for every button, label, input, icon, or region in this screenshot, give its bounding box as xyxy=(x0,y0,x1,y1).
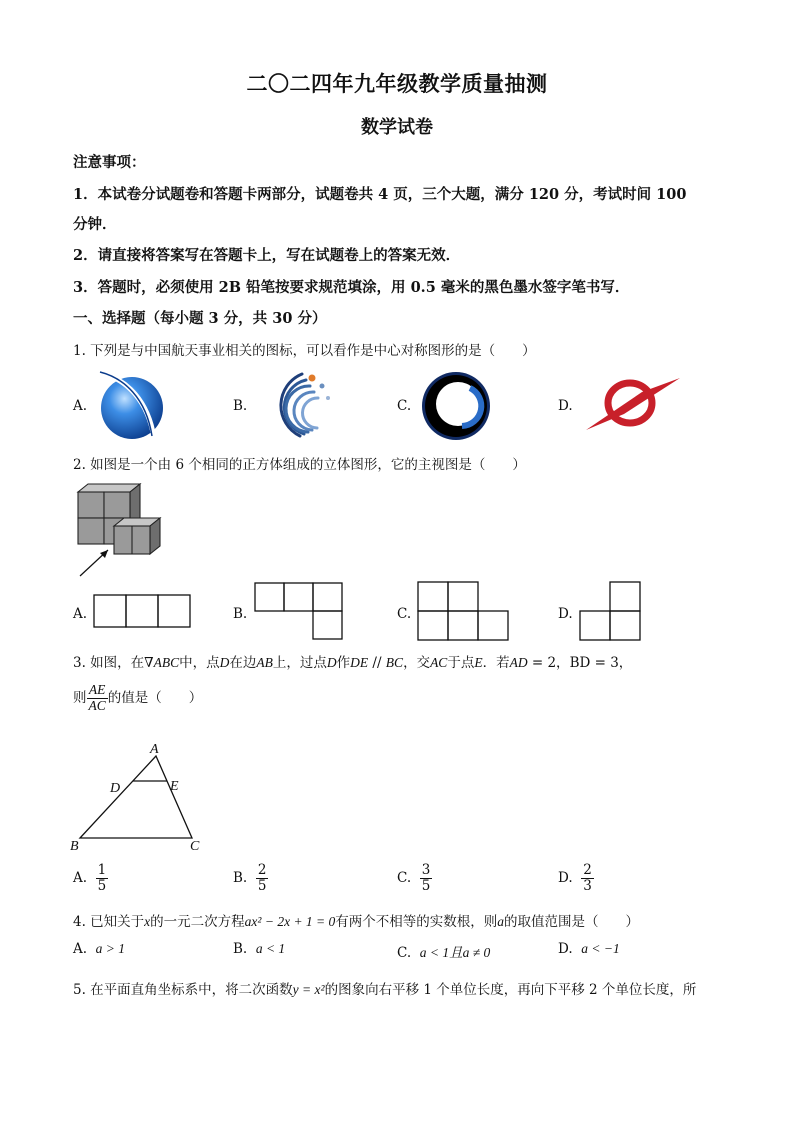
q2-option-b-figure xyxy=(254,582,344,640)
q2-option-d-figure xyxy=(579,581,641,641)
q4-option-a: A. a > 1 xyxy=(73,941,126,957)
q2-option-d-label: D. xyxy=(558,606,573,622)
q2-option-c-figure xyxy=(417,581,509,641)
swirl-arcs-logo-icon xyxy=(262,368,340,440)
triangle-figure xyxy=(70,742,210,854)
q1-option-a-label: A. xyxy=(73,398,88,414)
q2-option-c-label: C. xyxy=(397,606,412,622)
q4-option-b: B. a < 1 xyxy=(233,941,286,957)
q1-option-d-label: D. xyxy=(558,398,573,414)
question-3-stem-line1: 3. 如图，在∇ABC中，点D在边AB上，过点D作DE // BC，交AC于点E．若AD = 2，BD = 3， xyxy=(73,655,633,671)
note-item-1: 1．本试卷分试题卷和答题卡两部分，试题卷共 4 页，三个大题，满分 120 分，考试时间 100 xyxy=(73,186,687,203)
ratio-fraction: $\frac{AE}{AC}$ xyxy=(88,682,106,713)
q2-option-a-label: A. xyxy=(73,606,88,622)
point-e-label: E xyxy=(170,779,179,794)
note-item-3: 3．答题时，必须使用 2B 铅笔按要求规范填涂，用 0.5 毫米的黑色墨水签字笔书写． xyxy=(73,279,630,296)
page-subtitle: 数学试卷 xyxy=(361,117,433,138)
question-1-stem: 1. 下列是与中国航天事业相关的图标，可以看作是中心对称图形的是（ ） xyxy=(73,343,536,359)
note-item-1-cont: 分钟． xyxy=(73,216,117,233)
question-4-stem: 4. 已知关于x的一元二次方程ax² − 2x + 1 = 0有两个不相等的实数根，则a的取值范围是（ ） xyxy=(73,914,640,930)
triangle-symbol: ∇ xyxy=(144,655,154,671)
q3-option-c: C. $\frac{3}{5}$ xyxy=(397,862,431,894)
vertex-a-label: A xyxy=(150,742,159,757)
vertex-c-label: C xyxy=(190,839,200,854)
q3-option-a: A. $\frac{1}{5}$ xyxy=(73,862,107,894)
q2-option-b-label: B. xyxy=(233,606,248,622)
q3-option-d: D. $\frac{2}{3}$ xyxy=(558,862,592,894)
question-2-stem: 2. 如图是一个由 6 个相同的正方体组成的立体图形，它的主视图是（ ） xyxy=(73,457,526,473)
question-5-stem: 5. 在平面直角坐标系中，将二次函数y = x²的图象向右平移 1 个单位长度，再向下平移 2 个单位长度，所 xyxy=(73,982,697,998)
point-d-label: D xyxy=(110,781,121,796)
q1-option-c-label: C. xyxy=(397,398,412,414)
q2-option-a-figure xyxy=(93,594,191,628)
blue-sphere-logo-icon xyxy=(96,370,168,442)
question-3-stem-line2: 则 $\frac{AE}{AC}$ 的值是（ ） xyxy=(73,682,203,713)
q3-option-b: B. $\frac{2}{5}$ xyxy=(233,862,267,894)
note-item-2: 2．请直接将答案写在答题卡上，写在试题卷上的答案无效． xyxy=(73,247,461,264)
cube-solid-figure xyxy=(72,482,164,578)
q4-option-d: D. a < −1 xyxy=(558,941,620,957)
q4-option-c: C. a < 1且a ≠ 0 xyxy=(397,945,491,961)
q1-option-b-label: B. xyxy=(233,398,248,414)
ring-logo-icon xyxy=(418,368,494,444)
page-title: 二〇二四年九年级教学质量抽测 xyxy=(246,71,548,96)
notes-heading: 注意事项： xyxy=(73,154,146,171)
red-slash-ring-logo-icon xyxy=(584,374,682,432)
section-heading: 一、选择题（每小题 3 分，共 30 分） xyxy=(73,310,327,327)
vertex-b-label: B xyxy=(70,839,79,854)
